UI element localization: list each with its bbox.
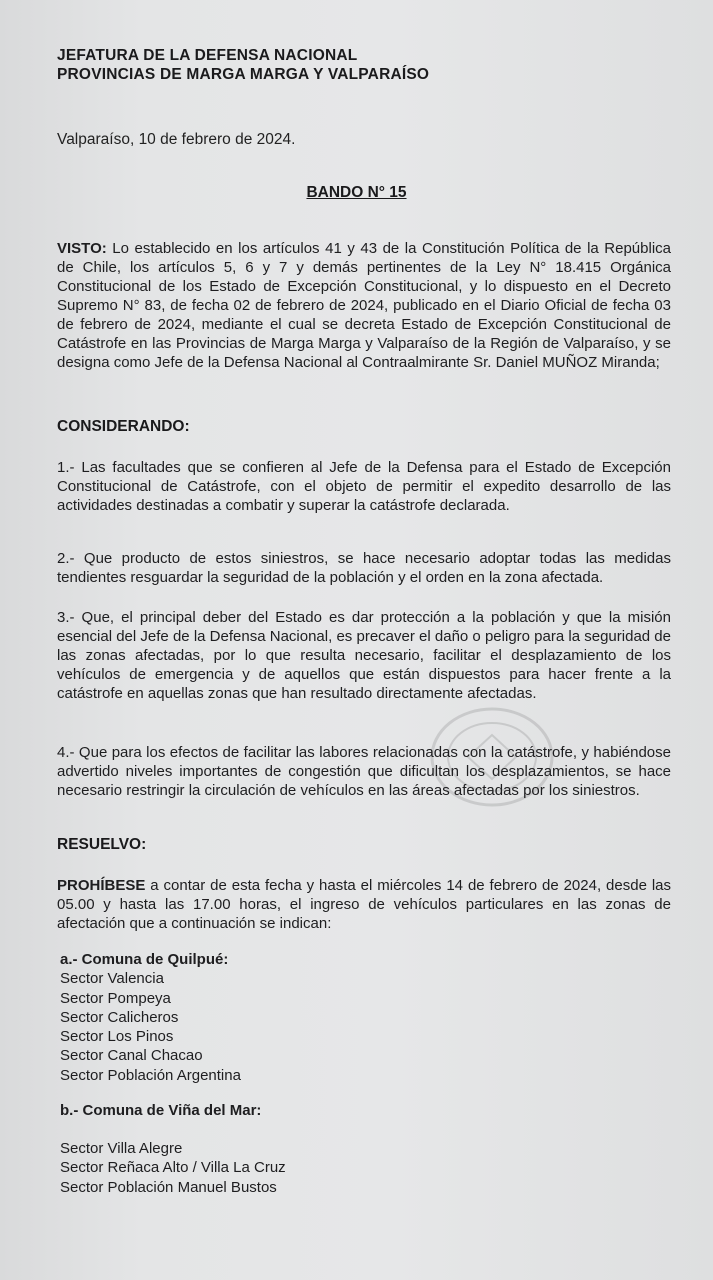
considerando-item-1: 1.- Las facultades que se confieren al Jefe de la Defensa para el Estado de Excepción Constitucional de Catástrofe, con el objeto de permitir el expedito desarrollo de las actividades destinadas a combatir y superar la catástrofe declarada.	[57, 459, 671, 514]
comuna-vina-del-mar-title	[60, 1101, 261, 1120]
list-item: Sector Población Argentina	[60, 1066, 241, 1084]
resuelvo-heading: RESUELVO:	[57, 836, 147, 853]
list-item: Sector Pompeya	[60, 989, 171, 1007]
list-item: Sector Los Pinos	[60, 1028, 174, 1046]
bando-title: BANDO N° 15	[306, 184, 407, 201]
document-date: Valparaíso, 10 de febrero de 2024.	[57, 131, 296, 148]
header-line-1: JEFATURA DE LA DEFENSA NACIONAL	[57, 47, 358, 64]
list-item: Sector Calicheros	[60, 1008, 179, 1026]
comuna-quilpue-list	[60, 950, 241, 1085]
list-item: Sector Villa Alegre	[60, 1140, 183, 1157]
header-line-2: PROVINCIAS DE MARGA MARGA Y VALPARAÍSO	[57, 66, 430, 83]
considerando-heading: CONSIDERANDO:	[57, 418, 190, 435]
list-item: Sector Canal Chacao	[60, 1047, 203, 1065]
visto-paragraph	[57, 239, 671, 372]
visto-label: VISTO:	[57, 240, 107, 257]
considerando-item-4: 4.- Que para los efectos de facilitar las labores relacionadas con la catástrofe, y habiéndose advertido niveles importantes de congestión que dificultan los desplazamientos, se hace necesario restringir la circulación de vehículos en las áreas afectadas por los siniestros.	[57, 744, 671, 799]
list-item: Sector Valencia	[60, 970, 164, 988]
considerando-item-2: 2.- Que producto de estos siniestros, se hace necesario adoptar todas las medidas tendientes resguardar la seguridad de la población y el orden en la zona afectada.	[57, 550, 671, 586]
resuelvo-text: a contar de esta fecha y hasta el miércoles 14 de febrero de 2024, desde las 05.00 y hasta las 17.00 horas, el ingreso de vehículos particulares en las zonas de afectación que a continuación se indican:	[57, 877, 671, 932]
list-item: Sector Población Manuel Bustos	[60, 1178, 277, 1196]
comuna-vina-del-mar-list	[60, 1139, 286, 1197]
prohibese-keyword: PROHÍBESE	[57, 877, 146, 894]
issuing-authority-header	[57, 46, 429, 84]
resuelvo-paragraph	[57, 876, 671, 933]
considerando-item-3: 3.- Que, el principal deber del Estado es dar protección a la población y que la misión esencial del Jefe de la Defensa Nacional, es precaver el daño o peligro para la seguridad de las zonas afectadas, por lo que resulta necesario, facilitar el desplazamiento de los vehículos de emergencia y de aquellos que están dispuestos para hacer frente a la catástrofe en aquellas zonas que han resultado directamente afectadas.	[57, 609, 671, 702]
list-item: Sector Reñaca Alto / Villa La Cruz	[60, 1159, 286, 1177]
comuna-title: b.- Comuna de Viña del Mar:	[60, 1102, 262, 1119]
comuna-title: a.- Comuna de Quilpué:	[60, 951, 229, 968]
visto-text: Lo establecido en los artículos 41 y 43 de la Constitución Política de la República de Chile, los artículos 5, 6 y 7 y demás pertinentes de la Ley N° 18.415 Orgánica Constitucional de los Estado de Excepción Constitucional, y lo dispuesto en el Decreto Supremo N° 83, de fecha 02 de febrero de 2024, publicado en el Diario Oficial de fecha 03 de febrero de 2024, mediante el cual se decreta Estado de Excepción Constitucional de Catástrofe en las Provincias de Marga Marga y Valparaíso de la Región de Valparaíso, y se designa como Jefe de la Defensa Nacional al Contraalmirante Sr. Daniel MUÑOZ Miranda;	[57, 240, 671, 371]
